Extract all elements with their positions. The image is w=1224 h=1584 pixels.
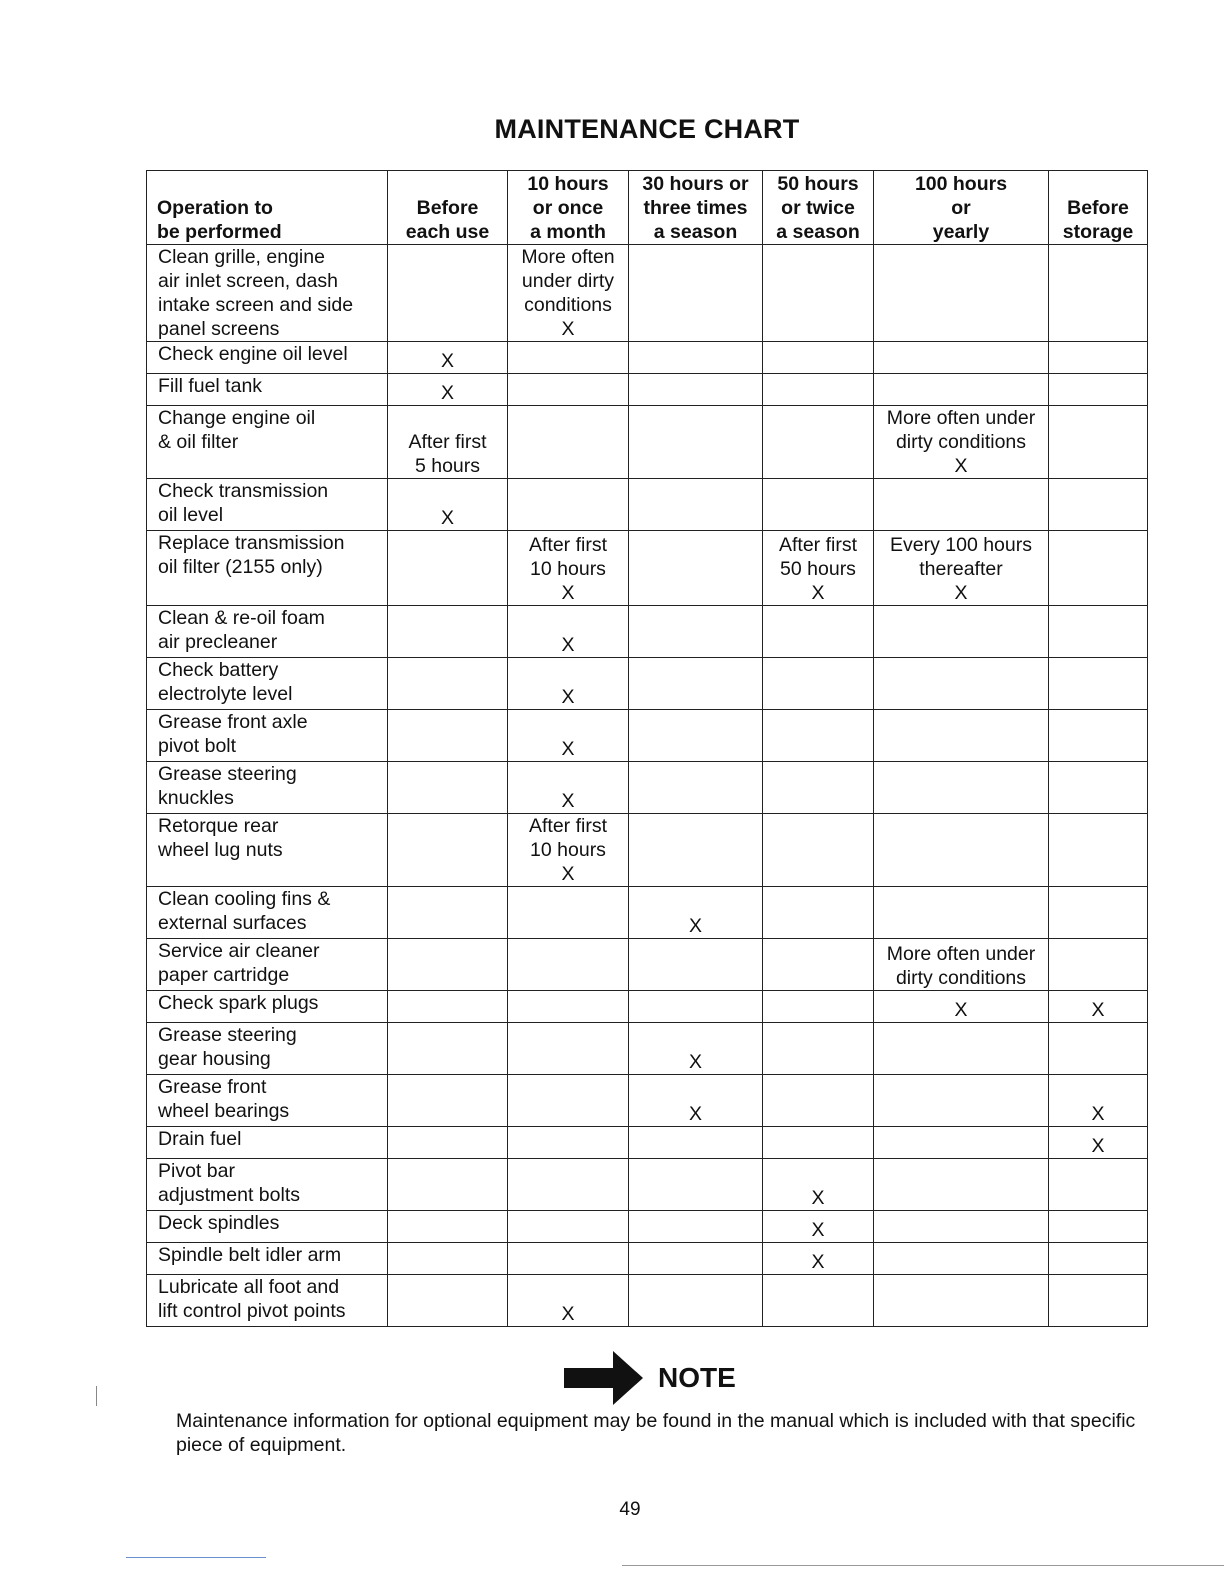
schedule-cell: X — [388, 342, 508, 374]
schedule-cell — [388, 939, 508, 991]
table-row — [147, 1243, 1148, 1275]
schedule-cell: More often under dirty conditions — [874, 939, 1049, 991]
schedule-cell: After first 10 hours X — [508, 531, 629, 606]
schedule-cell — [874, 245, 1049, 342]
schedule-cell: X — [508, 710, 629, 762]
schedule-cell — [874, 762, 1049, 814]
schedule-cell — [763, 606, 874, 658]
table-row — [147, 406, 1148, 479]
schedule-cell — [874, 658, 1049, 710]
table-row — [147, 606, 1148, 658]
operation-cell: Clean & re-oil foam air precleaner — [147, 606, 388, 658]
table-row — [147, 939, 1148, 991]
schedule-cell — [388, 606, 508, 658]
schedule-cell — [388, 1127, 508, 1159]
schedule-cell — [508, 1127, 629, 1159]
schedule-cell — [874, 710, 1049, 762]
schedule-cell — [763, 939, 874, 991]
schedule-cell — [629, 710, 763, 762]
operation-cell: Lubricate all foot and lift control pivot points — [147, 1275, 388, 1327]
schedule-cell: X — [508, 1275, 629, 1327]
note-label: NOTE — [658, 1362, 736, 1393]
schedule-cell — [874, 814, 1049, 887]
footer-rule — [126, 1557, 266, 1558]
operation-cell: Clean grille, engine air inlet screen, dash intake screen and side panel screens — [147, 245, 388, 342]
schedule-cell — [763, 814, 874, 887]
schedule-cell — [763, 658, 874, 710]
schedule-cell — [629, 531, 763, 606]
schedule-cell — [508, 1023, 629, 1075]
schedule-cell — [508, 1159, 629, 1211]
schedule-cell — [388, 814, 508, 887]
schedule-cell — [629, 606, 763, 658]
schedule-cell: X — [508, 606, 629, 658]
table-row — [147, 1127, 1148, 1159]
schedule-cell — [763, 245, 874, 342]
schedule-cell — [629, 1243, 763, 1275]
schedule-cell — [629, 245, 763, 342]
operation-cell: Grease front axle pivot bolt — [147, 710, 388, 762]
schedule-cell — [1049, 342, 1148, 374]
operation-cell: Check engine oil level — [147, 342, 388, 374]
schedule-cell — [629, 1127, 763, 1159]
schedule-cell — [763, 1023, 874, 1075]
schedule-cell — [874, 342, 1049, 374]
column-header: 100 hours or yearly — [874, 171, 1049, 245]
table-row — [147, 374, 1148, 406]
schedule-cell — [1049, 245, 1148, 342]
operation-cell: Grease front wheel bearings — [147, 1075, 388, 1127]
schedule-cell — [763, 991, 874, 1023]
operation-cell: Retorque rear wheel lug nuts — [147, 814, 388, 887]
schedule-cell — [1049, 531, 1148, 606]
schedule-cell — [629, 1159, 763, 1211]
schedule-cell — [763, 887, 874, 939]
operation-cell: Deck spindles — [147, 1211, 388, 1243]
table-row — [147, 531, 1148, 606]
schedule-cell — [388, 1075, 508, 1127]
column-header: Before each use — [388, 171, 508, 245]
schedule-cell — [508, 342, 629, 374]
schedule-cell — [388, 531, 508, 606]
schedule-cell: X — [508, 658, 629, 710]
page-number: 49 — [619, 1499, 641, 1520]
schedule-cell — [508, 939, 629, 991]
footer-rule — [622, 1565, 1224, 1566]
schedule-cell — [1049, 814, 1148, 887]
schedule-cell — [629, 991, 763, 1023]
table-row — [147, 1211, 1148, 1243]
schedule-cell — [1049, 762, 1148, 814]
schedule-cell — [763, 710, 874, 762]
schedule-cell — [1049, 406, 1148, 479]
column-header: 10 hours or once a month — [508, 171, 629, 245]
arrow-right-icon — [564, 1351, 644, 1405]
operation-cell: Check transmission oil level — [147, 479, 388, 531]
column-header: 50 hours or twice a season — [763, 171, 874, 245]
schedule-cell — [874, 1211, 1049, 1243]
schedule-cell — [1049, 658, 1148, 710]
operation-cell: Check spark plugs — [147, 991, 388, 1023]
table-row — [147, 710, 1148, 762]
maintenance-table — [146, 170, 1148, 1327]
schedule-cell — [1049, 479, 1148, 531]
table-row — [147, 1023, 1148, 1075]
schedule-cell: X — [629, 1075, 763, 1127]
schedule-cell — [874, 374, 1049, 406]
schedule-cell — [629, 762, 763, 814]
schedule-cell — [629, 374, 763, 406]
schedule-cell — [508, 479, 629, 531]
schedule-cell: X — [388, 479, 508, 531]
operation-cell: Grease steering gear housing — [147, 1023, 388, 1075]
schedule-cell: After first 10 hours X — [508, 814, 629, 887]
schedule-cell — [874, 1243, 1049, 1275]
schedule-cell — [1049, 374, 1148, 406]
schedule-cell — [1049, 606, 1148, 658]
schedule-cell — [629, 658, 763, 710]
schedule-cell — [874, 1159, 1049, 1211]
page-title: MAINTENANCE CHART — [494, 114, 800, 144]
schedule-cell — [874, 887, 1049, 939]
schedule-cell — [629, 479, 763, 531]
note-heading — [564, 1351, 736, 1405]
table-row — [147, 814, 1148, 887]
operation-cell: Replace transmission oil filter (2155 only) — [147, 531, 388, 606]
schedule-cell: X — [874, 991, 1049, 1023]
schedule-cell: X — [763, 1243, 874, 1275]
schedule-cell: X — [763, 1159, 874, 1211]
schedule-cell — [388, 991, 508, 1023]
schedule-cell — [629, 939, 763, 991]
table-row — [147, 1275, 1148, 1327]
column-header: Operation to be performed — [147, 171, 388, 245]
operation-cell: Pivot bar adjustment bolts — [147, 1159, 388, 1211]
schedule-cell — [1049, 1243, 1148, 1275]
schedule-cell — [874, 479, 1049, 531]
schedule-cell — [629, 814, 763, 887]
schedule-cell — [1049, 1211, 1148, 1243]
schedule-cell — [1049, 1023, 1148, 1075]
operation-cell: Change engine oil & oil filter — [147, 406, 388, 479]
schedule-cell — [629, 1275, 763, 1327]
table-row — [147, 1075, 1148, 1127]
schedule-cell — [508, 991, 629, 1023]
schedule-cell — [508, 374, 629, 406]
schedule-cell — [763, 406, 874, 479]
table-row — [147, 762, 1148, 814]
schedule-cell — [763, 479, 874, 531]
schedule-cell — [388, 1023, 508, 1075]
schedule-cell: X — [1049, 1127, 1148, 1159]
schedule-cell — [874, 1127, 1049, 1159]
schedule-cell — [763, 1127, 874, 1159]
scan-mark — [96, 1386, 97, 1406]
table-row — [147, 479, 1148, 531]
schedule-cell — [388, 1275, 508, 1327]
table-header-row — [147, 171, 1148, 245]
operation-cell: Service air cleaner paper cartridge — [147, 939, 388, 991]
schedule-cell — [629, 1211, 763, 1243]
schedule-cell — [388, 1243, 508, 1275]
schedule-cell — [763, 762, 874, 814]
schedule-cell: After first 5 hours — [388, 406, 508, 479]
schedule-cell — [763, 374, 874, 406]
schedule-cell: Every 100 hours thereafter X — [874, 531, 1049, 606]
operation-cell: Fill fuel tank — [147, 374, 388, 406]
schedule-cell — [388, 887, 508, 939]
schedule-cell: X — [629, 887, 763, 939]
column-header: Before storage — [1049, 171, 1148, 245]
schedule-cell — [874, 606, 1049, 658]
schedule-cell — [874, 1275, 1049, 1327]
schedule-cell — [1049, 939, 1148, 991]
schedule-cell — [763, 342, 874, 374]
column-header: 30 hours or three times a season — [629, 171, 763, 245]
schedule-cell — [508, 1211, 629, 1243]
schedule-cell: X — [1049, 1075, 1148, 1127]
schedule-cell — [508, 1243, 629, 1275]
operation-cell: Spindle belt idler arm — [147, 1243, 388, 1275]
operation-cell: Check battery electrolyte level — [147, 658, 388, 710]
schedule-cell — [508, 406, 629, 479]
schedule-cell — [388, 1211, 508, 1243]
schedule-cell: More often under dirty conditions X — [874, 406, 1049, 479]
operation-cell: Clean cooling fins & external surfaces — [147, 887, 388, 939]
schedule-cell — [1049, 1275, 1148, 1327]
schedule-cell — [388, 658, 508, 710]
note-text: Maintenance information for optional equipment may be found in the manual which is included with that specific piece of equipment. — [176, 1410, 1136, 1456]
schedule-cell — [1049, 887, 1148, 939]
schedule-cell — [629, 342, 763, 374]
schedule-cell: X — [388, 374, 508, 406]
table-row — [147, 1159, 1148, 1211]
table-row — [147, 658, 1148, 710]
schedule-cell — [388, 245, 508, 342]
table-row — [147, 245, 1148, 342]
schedule-cell — [763, 1075, 874, 1127]
table-row — [147, 887, 1148, 939]
schedule-cell — [508, 1075, 629, 1127]
schedule-cell: More often under dirty conditions X — [508, 245, 629, 342]
operation-cell: Grease steering knuckles — [147, 762, 388, 814]
schedule-cell — [763, 1275, 874, 1327]
schedule-cell: X — [763, 1211, 874, 1243]
schedule-cell — [874, 1023, 1049, 1075]
schedule-cell — [1049, 1159, 1148, 1211]
schedule-cell — [1049, 710, 1148, 762]
schedule-cell — [629, 406, 763, 479]
schedule-cell — [388, 1159, 508, 1211]
table-row — [147, 342, 1148, 374]
schedule-cell: X — [508, 762, 629, 814]
schedule-cell — [388, 762, 508, 814]
schedule-cell — [508, 887, 629, 939]
schedule-cell — [388, 710, 508, 762]
operation-cell: Drain fuel — [147, 1127, 388, 1159]
schedule-cell: X — [629, 1023, 763, 1075]
schedule-cell: X — [1049, 991, 1148, 1023]
schedule-cell: After first 50 hours X — [763, 531, 874, 606]
schedule-cell — [874, 1075, 1049, 1127]
table-row — [147, 991, 1148, 1023]
